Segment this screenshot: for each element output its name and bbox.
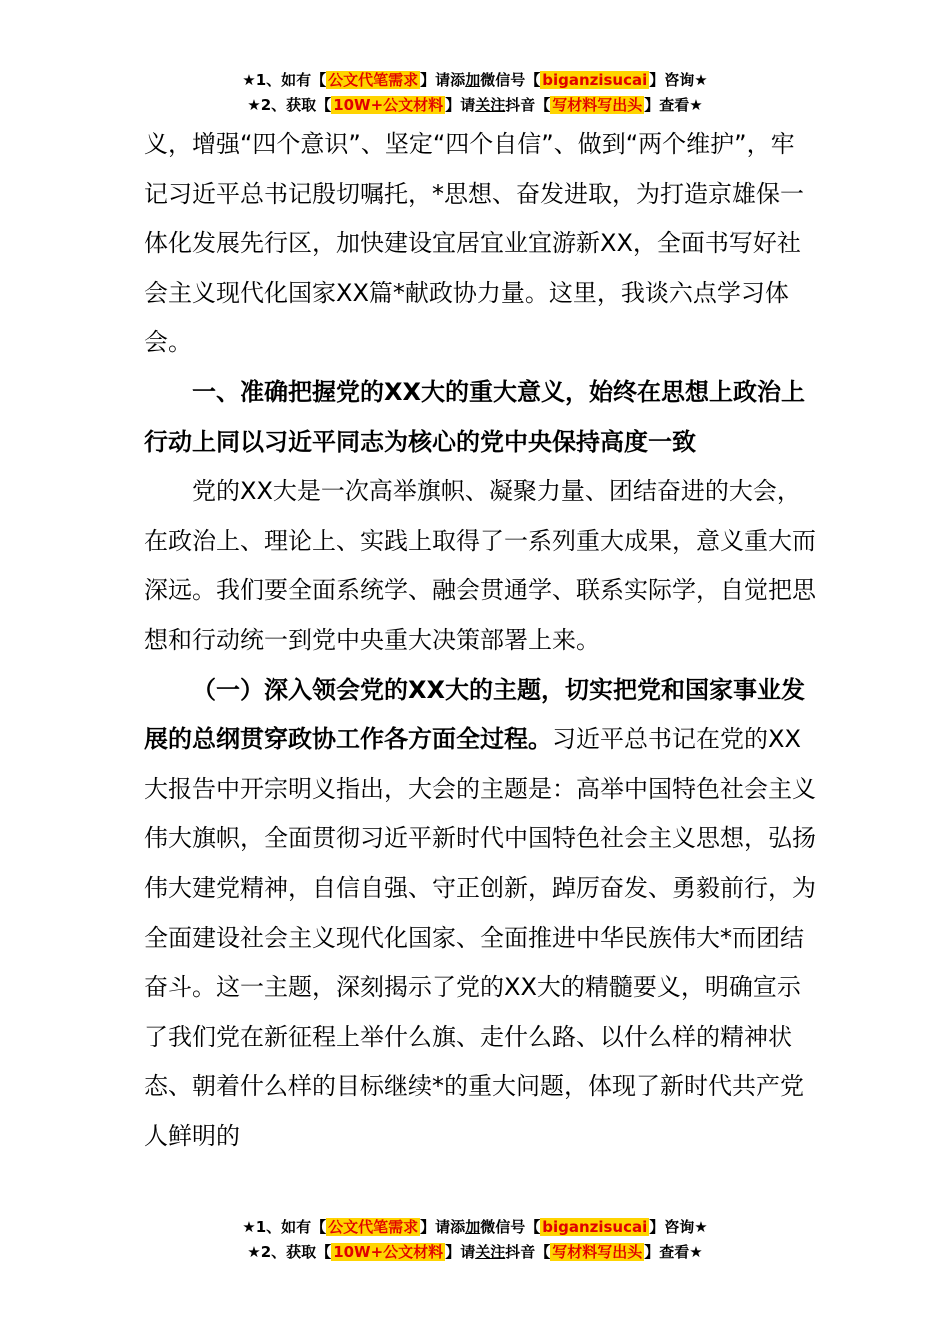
footer-banner [0, 1215, 950, 1265]
highlight-ghostwriting: 公文代笔需求 [328, 71, 419, 89]
section-heading-1: 一、准确把握党的XX大的重大意义，始终在思想上政治上行动上同以习近平同志为核心的党中央保持高度一致 [144, 377, 806, 456]
header-banner [0, 68, 950, 118]
highlight-wechat-id: biganzisucai [542, 71, 648, 89]
paragraph-theme-text: 习近平总书记在党的XX大报告中开宗明义指出，大会的主题是：高举中国特色社会主义伟大旗帜，全面贯彻习近平新时代中国特色社会主义思想，弘扬伟大建党精神，自信自强、守正创新，踔厉奋发、勇毅前行，为全面建设社会主义现代化国家、全面推进中华民族伟大*而团结奋斗。这一主题，深刻揭示了党的XX大的精髓要义，明确宣示了我们党在新征程上举什么旗、走什么路、以什么样的精神状态、朝着什么样的目标继续*的重大问题，体现了新时代共产党人鲜明的 [144, 725, 816, 1150]
highlight-ghostwriting: 公文代笔需求 [328, 1218, 419, 1236]
subsection-heading-1: （一）深入领会党的XX大的主题，切实把党和国家事业发展的总纲贯穿政协工作各方面全过程。 [144, 675, 806, 754]
paragraph-theme [144, 666, 816, 1162]
highlight-douyin-account: 写材料写出头 [552, 96, 643, 114]
banner-line-2: ★2、获取【 10W+公文材料 】请关注抖音【 写材料写出头 】查看★ [247, 1243, 703, 1261]
highlight-materials: 10W+公文材料 [333, 1243, 444, 1261]
document-body [144, 120, 816, 1161]
banner-line-2: ★2、获取【 10W+公文材料 】请关注抖音【 写材料写出头 】查看★ [247, 96, 703, 114]
paragraph-significance: 党的XX大是一次高举旗帜、凝聚力量、团结奋进的大会，在政治上、理论上、实践上取得了一系列重大成果，意义重大而深远。我们要全面系统学、融会贯通学、联系实际学，自觉把思想和行动统一到党中央重大决策部署上来。 [144, 477, 816, 654]
highlight-wechat-id: biganzisucai [542, 1218, 648, 1236]
banner-line-1: ★1、如有【 公文代笔需求 】请添加微信号【 biganzisucai 】咨询★ [242, 1218, 708, 1236]
highlight-materials: 10W+公文材料 [333, 96, 444, 114]
banner-line-1: ★1、如有【 公文代笔需求 】请添加微信号【 biganzisucai 】咨询★ [242, 71, 708, 89]
highlight-douyin-account: 写材料写出头 [552, 1243, 643, 1261]
paragraph-intro: 义，增强“四个意识”、坚定“四个自信”、做到“两个维护”，牢记习近平总书记殷切嘱托，*思想、奋发进取，为打造京雄保一体化发展先行区，加快建设宜居宜业宜游新XX，全面书写好社会主义现代化国家XX篇*献政协力量。这里，我谈六点学习体会。 [144, 130, 804, 357]
